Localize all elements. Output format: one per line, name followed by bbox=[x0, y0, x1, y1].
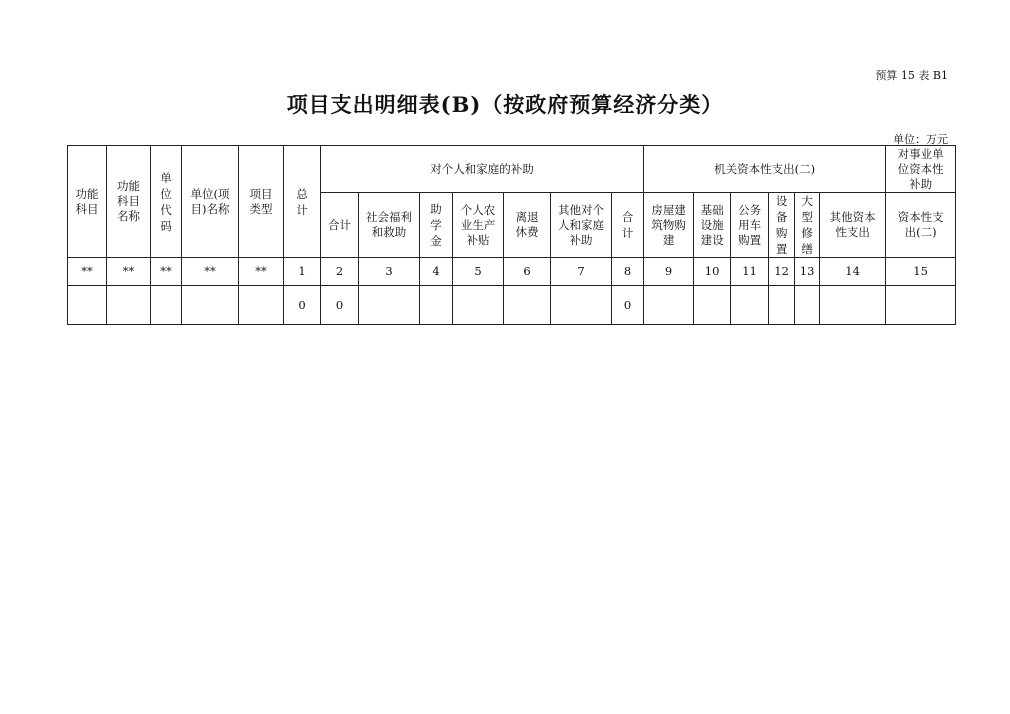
index-cell: 9 bbox=[644, 258, 694, 286]
data-cell bbox=[769, 286, 795, 325]
data-cell bbox=[886, 286, 956, 325]
index-cell: ** bbox=[182, 258, 239, 286]
header-c-infra: 基础 设施 建设 bbox=[694, 193, 731, 258]
data-cell bbox=[795, 286, 820, 325]
header-p-retire: 离退 休费 bbox=[504, 193, 551, 258]
header-func-name: 功能 科目 名称 bbox=[107, 146, 151, 258]
index-row bbox=[68, 258, 956, 286]
data-cell bbox=[239, 286, 284, 325]
data-cell: 0 bbox=[321, 286, 359, 325]
header-p-farm: 个人农 业生产 补贴 bbox=[453, 193, 504, 258]
index-cell: 3 bbox=[359, 258, 420, 286]
data-cell bbox=[420, 286, 453, 325]
header-capital-subsidy: 对事业单 位资本性 补助 bbox=[886, 146, 956, 193]
data-cell bbox=[453, 286, 504, 325]
header-row-top bbox=[68, 146, 956, 193]
index-cell: 1 bbox=[284, 258, 321, 286]
data-cell bbox=[107, 286, 151, 325]
page-title: 项目支出明细表(B)（按政府预算经济分类） bbox=[286, 92, 724, 117]
header-unit-name: 单位(项 目)名称 bbox=[182, 146, 239, 258]
data-cell: 0 bbox=[284, 286, 321, 325]
unit-label: 单位：万元 bbox=[893, 133, 948, 146]
data-cell bbox=[551, 286, 612, 325]
index-cell: ** bbox=[68, 258, 107, 286]
header-project-type: 项目 类型 bbox=[239, 146, 284, 258]
header-unit-code: 单位代码 bbox=[151, 146, 182, 258]
table-code: 预算 15 表 B1 bbox=[875, 69, 948, 82]
data-cell: 0 bbox=[612, 286, 644, 325]
data-cell bbox=[694, 286, 731, 325]
index-cell: 4 bbox=[420, 258, 453, 286]
header-group-capital: 机关资本性支出(二) bbox=[644, 146, 886, 193]
data-cell bbox=[644, 286, 694, 325]
data-cell bbox=[182, 286, 239, 325]
index-cell: 2 bbox=[321, 258, 359, 286]
header-s-capital: 资本性支 出(二) bbox=[886, 193, 956, 258]
header-p-other: 其他对个 人和家庭 补助 bbox=[551, 193, 612, 258]
header-p-subtotal: 合计 bbox=[321, 193, 359, 258]
table-row bbox=[68, 286, 956, 325]
index-cell: ** bbox=[107, 258, 151, 286]
data-cell bbox=[731, 286, 769, 325]
header-p-welfare: 社会福利 和救助 bbox=[359, 193, 420, 258]
header-group-personal: 对个人和家庭的补助 bbox=[321, 146, 644, 193]
index-cell: 13 bbox=[795, 258, 820, 286]
index-cell: 8 bbox=[612, 258, 644, 286]
budget-table bbox=[67, 145, 956, 325]
data-cell bbox=[68, 286, 107, 325]
index-cell: 14 bbox=[820, 258, 886, 286]
header-c-vehicle: 公务 用车 购置 bbox=[731, 193, 769, 258]
data-cell bbox=[151, 286, 182, 325]
header-c-building: 房屋建 筑物购 建 bbox=[644, 193, 694, 258]
index-cell: ** bbox=[239, 258, 284, 286]
index-cell: 10 bbox=[694, 258, 731, 286]
header-c-repair: 大型修缮 bbox=[795, 193, 820, 258]
header-p-scholarship: 助学金 bbox=[420, 193, 453, 258]
index-cell: 6 bbox=[504, 258, 551, 286]
index-cell: 7 bbox=[551, 258, 612, 286]
header-c-other: 其他资本 性支出 bbox=[820, 193, 886, 258]
index-cell: 11 bbox=[731, 258, 769, 286]
index-cell: ** bbox=[151, 258, 182, 286]
index-cell: 15 bbox=[886, 258, 956, 286]
header-total: 总计 bbox=[284, 146, 321, 258]
data-cell bbox=[820, 286, 886, 325]
index-cell: 12 bbox=[769, 258, 795, 286]
header-c-equipment: 设备购置 bbox=[769, 193, 795, 258]
header-func-code: 功能 科目 bbox=[68, 146, 107, 258]
data-cell bbox=[504, 286, 551, 325]
header-c-subtotal: 合计 bbox=[612, 193, 644, 258]
index-cell: 5 bbox=[453, 258, 504, 286]
data-cell bbox=[359, 286, 420, 325]
